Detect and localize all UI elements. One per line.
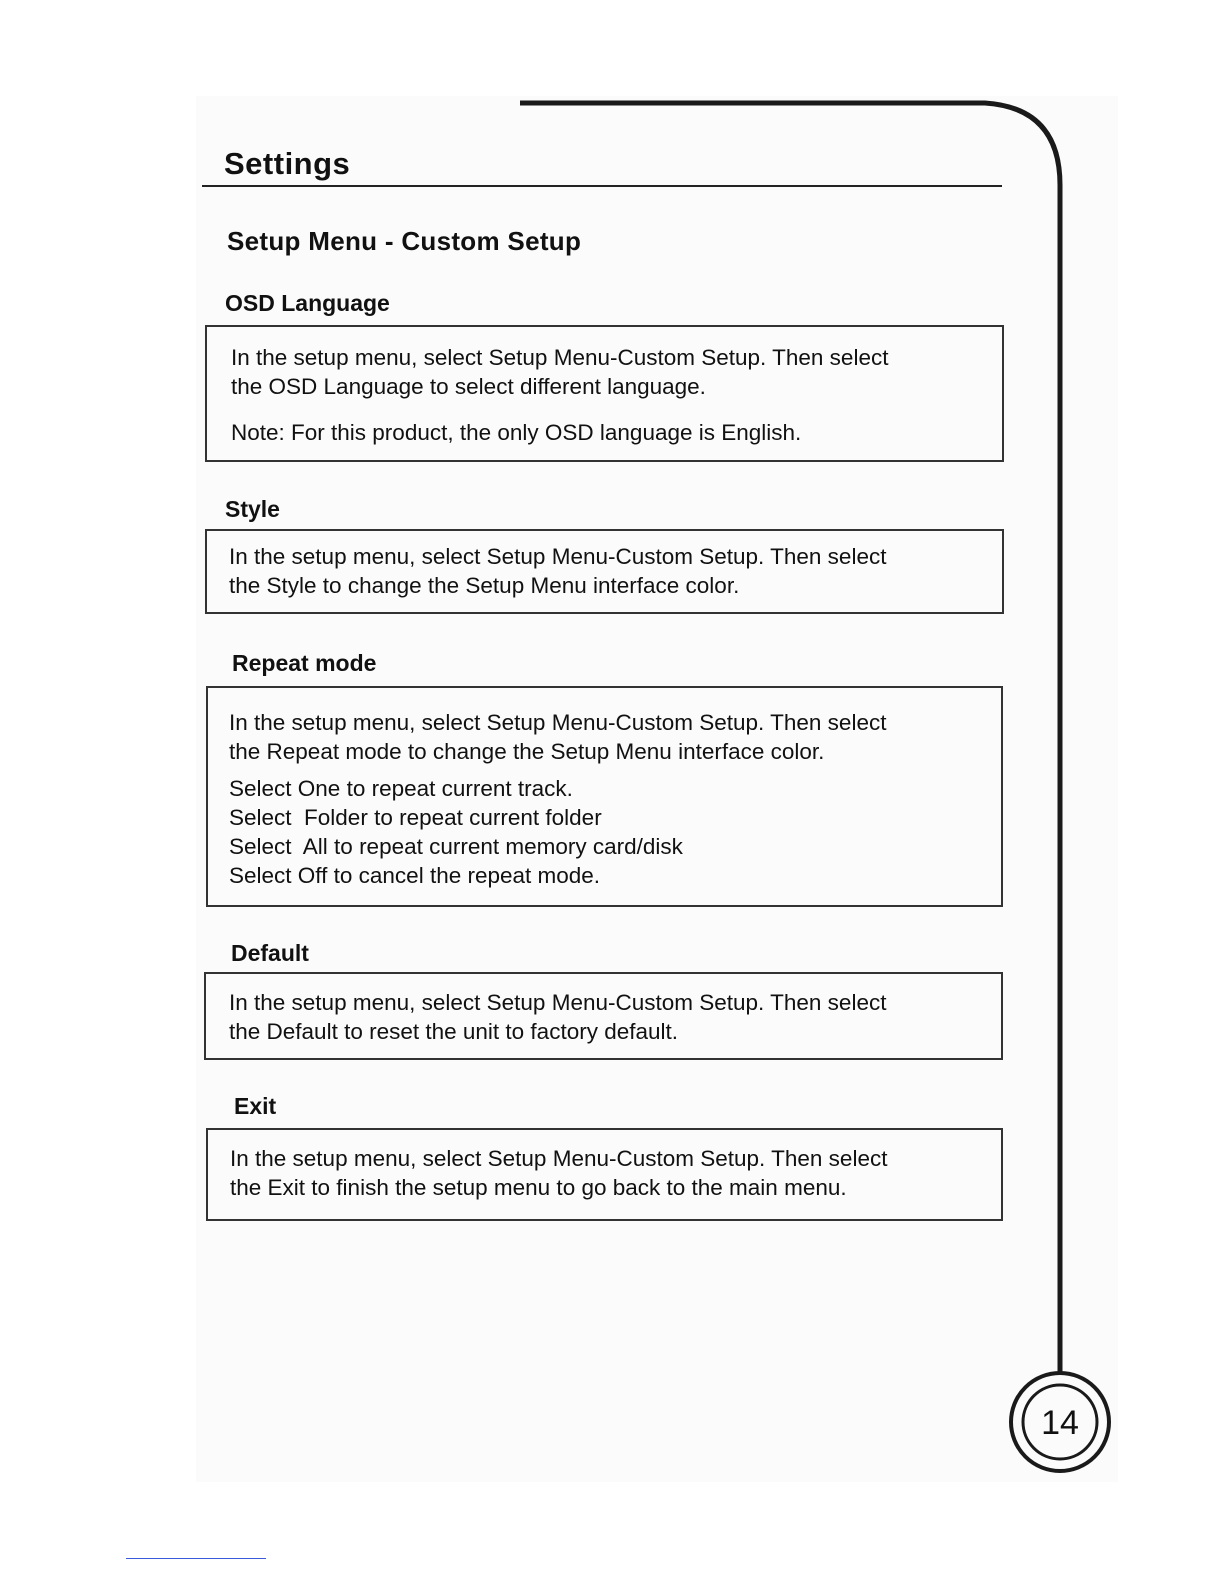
repeat-option-all: Select All to repeat current memory card/disk (229, 834, 683, 859)
section-note: Note: For this product, the only OSD language is English. (231, 420, 802, 445)
section-text-line: In the setup menu, select Setup Menu-Custom Setup. Then select (229, 710, 887, 735)
section-box-style (205, 529, 1004, 614)
section-text-line: In the setup menu, select Setup Menu-Custom Setup. Then select (229, 544, 887, 569)
section-text-line: the Style to change the Setup Menu interface color. (229, 573, 740, 598)
section-box-exit (206, 1128, 1003, 1221)
section-heading-exit: Exit (234, 1093, 277, 1119)
section-text-line: the Repeat mode to change the Setup Menu interface color. (229, 739, 825, 764)
page-subtitle: Setup Menu - Custom Setup (227, 226, 582, 256)
page-number: 14 (1041, 1404, 1079, 1442)
section-heading-osd-language: OSD Language (225, 290, 390, 316)
title-underline (202, 185, 1002, 187)
section-box-repeat-mode (206, 686, 1003, 907)
section-text-line: In the setup menu, select Setup Menu-Custom Setup. Then select (231, 345, 889, 370)
section-heading-default: Default (231, 940, 309, 966)
repeat-option-one: Select One to repeat current track. (229, 776, 573, 801)
section-heading-repeat-mode: Repeat mode (232, 650, 377, 676)
section-heading-style: Style (225, 496, 280, 522)
section-text-line: the OSD Language to select different language. (231, 374, 706, 399)
section-text-line: the Default to reset the unit to factory default. (229, 1019, 679, 1044)
repeat-option-off: Select Off to cancel the repeat mode. (229, 863, 601, 888)
section-text-line: the Exit to finish the setup menu to go back to the main menu. (230, 1175, 847, 1200)
section-text-line: In the setup menu, select Setup Menu-Custom Setup. Then select (230, 1146, 888, 1171)
repeat-option-folder: Select Folder to repeat current folder (229, 805, 602, 830)
page-title: Settings (224, 146, 351, 181)
section-box-default (204, 972, 1003, 1060)
section-text-line: In the setup menu, select Setup Menu-Custom Setup. Then select (229, 990, 887, 1015)
section-box-osd-language (205, 325, 1004, 462)
footer-link-underline (126, 1558, 266, 1559)
